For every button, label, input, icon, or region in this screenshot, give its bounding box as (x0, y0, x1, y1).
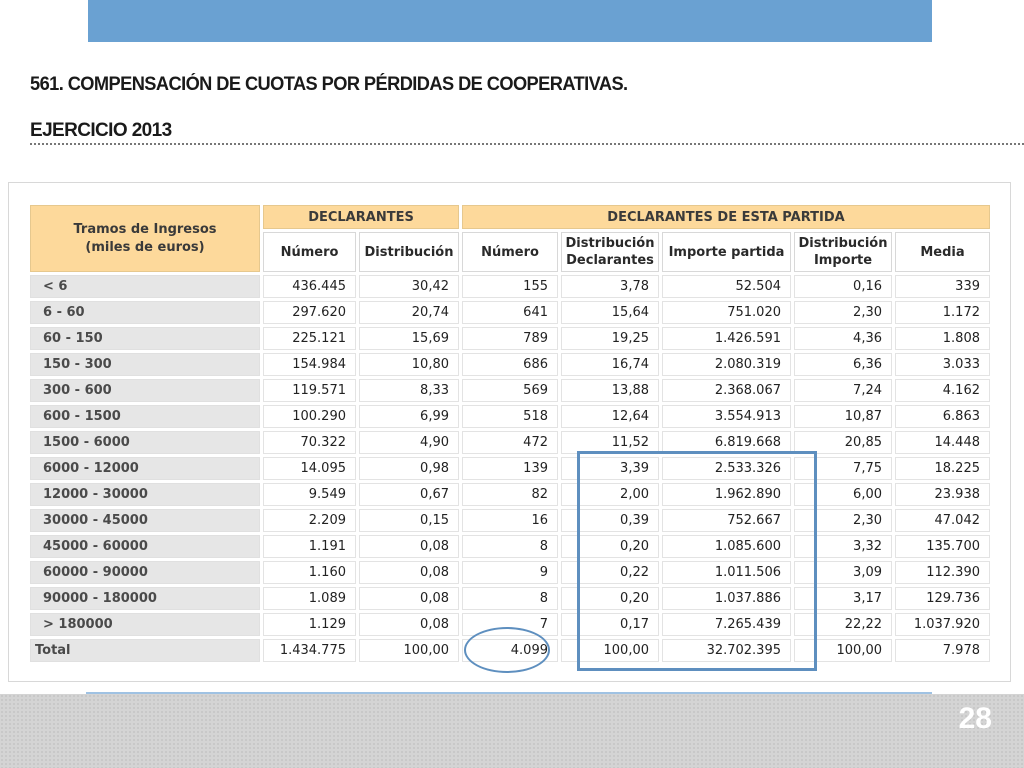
title-divider (30, 143, 1024, 145)
cell-dist-importe: 3,32 (794, 535, 892, 558)
cell-dist-declarantes: 100,00 (561, 639, 659, 662)
table-row (30, 327, 990, 350)
cell-tramo: 30000 - 45000 (30, 509, 260, 532)
cell-media: 6.863 (895, 405, 990, 428)
col-distribucion-declarantes (561, 232, 659, 272)
cell-dist-declarantes: 0,20 (561, 535, 659, 558)
cell-tramo: < 6 (30, 275, 260, 298)
cell-importe-partida: 752.667 (662, 509, 791, 532)
cell-importe-partida: 751.020 (662, 301, 791, 324)
cell-numero: 1.160 (263, 561, 356, 584)
cell-dist-declarantes: 15,64 (561, 301, 659, 324)
cell-importe-partida: 2.533.326 (662, 457, 791, 480)
cell-tramo: Total (30, 639, 260, 662)
col-dist-imp-line1: Distribución (798, 236, 888, 251)
footer-band (0, 694, 1024, 768)
cell-dist-declarantes: 12,64 (561, 405, 659, 428)
cell-distribucion: 30,42 (359, 275, 459, 298)
cell-numero: 1.434.775 (263, 639, 356, 662)
cell-numero: 1.089 (263, 587, 356, 610)
cell-tramo: 12000 - 30000 (30, 483, 260, 506)
table-row (30, 587, 990, 610)
cell-importe-partida: 1.962.890 (662, 483, 791, 506)
cell-dist-importe: 3,17 (794, 587, 892, 610)
header-declarantes-partida: DECLARANTES DE ESTA PARTIDA (462, 205, 990, 229)
cell-dist-importe: 0,16 (794, 275, 892, 298)
cell-numero: 297.620 (263, 301, 356, 324)
cell-importe-partida: 1.426.591 (662, 327, 791, 350)
col-numero-partida: Número (462, 232, 558, 272)
table-row (30, 457, 990, 480)
cell-importe-partida: 32.702.395 (662, 639, 791, 662)
table-row (30, 483, 990, 506)
cell-media: 47.042 (895, 509, 990, 532)
header-tramos-line1: Tramos de Ingresos (73, 221, 217, 237)
cell-dist-declarantes: 3,39 (561, 457, 659, 480)
cell-importe-partida: 2.368.067 (662, 379, 791, 402)
cell-media: 7.978 (895, 639, 990, 662)
cell-distribucion: 4,90 (359, 431, 459, 454)
header-tramos (30, 205, 260, 272)
cell-dist-declarantes: 2,00 (561, 483, 659, 506)
cell-dist-declarantes: 16,74 (561, 353, 659, 376)
table-row (30, 353, 990, 376)
cell-numero-partida: 8 (462, 587, 558, 610)
cell-distribucion: 20,74 (359, 301, 459, 324)
cell-media: 1.172 (895, 301, 990, 324)
cell-numero-partida: 7 (462, 613, 558, 636)
cell-importe-partida: 1.037.886 (662, 587, 791, 610)
cell-numero-partida: 518 (462, 405, 558, 428)
col-distribucion-importe (794, 232, 892, 272)
header-declarantes: DECLARANTES (263, 205, 459, 229)
cell-dist-declarantes: 3,78 (561, 275, 659, 298)
cell-dist-importe: 3,09 (794, 561, 892, 584)
col-dist-imp-line2: Importe (813, 253, 873, 268)
cell-media: 23.938 (895, 483, 990, 506)
table-row (30, 275, 990, 298)
cell-numero-partida: 641 (462, 301, 558, 324)
cell-numero: 14.095 (263, 457, 356, 480)
cell-dist-importe: 2,30 (794, 509, 892, 532)
col-numero: Número (263, 232, 356, 272)
cell-distribucion: 6,99 (359, 405, 459, 428)
cell-media: 18.225 (895, 457, 990, 480)
cell-dist-importe: 6,00 (794, 483, 892, 506)
data-table (27, 202, 993, 665)
cell-distribucion: 0,67 (359, 483, 459, 506)
col-importe-partida: Importe partida (662, 232, 791, 272)
cell-numero: 119.571 (263, 379, 356, 402)
cell-dist-declarantes: 0,39 (561, 509, 659, 532)
cell-tramo: 90000 - 180000 (30, 587, 260, 610)
cell-distribucion: 0,08 (359, 587, 459, 610)
cell-importe-partida: 1.011.506 (662, 561, 791, 584)
cell-numero: 100.290 (263, 405, 356, 428)
table-row (30, 535, 990, 558)
cell-distribucion: 0,15 (359, 509, 459, 532)
cell-numero-partida: 472 (462, 431, 558, 454)
cell-tramo: 6 - 60 (30, 301, 260, 324)
cell-distribucion: 15,69 (359, 327, 459, 350)
cell-dist-importe: 22,22 (794, 613, 892, 636)
table-body (30, 275, 990, 662)
col-distribucion: Distribución (359, 232, 459, 272)
table-row (30, 431, 990, 454)
cell-importe-partida: 7.265.439 (662, 613, 791, 636)
cell-distribucion: 0,08 (359, 535, 459, 558)
col-dist-decl-line1: Distribución (565, 236, 655, 251)
cell-numero-partida: 569 (462, 379, 558, 402)
cell-tramo: > 180000 (30, 613, 260, 636)
cell-dist-declarantes: 0,20 (561, 587, 659, 610)
cell-tramo: 600 - 1500 (30, 405, 260, 428)
cell-dist-importe: 4,36 (794, 327, 892, 350)
cell-importe-partida: 52.504 (662, 275, 791, 298)
cell-numero-partida: 4.099 (462, 639, 558, 662)
cell-dist-importe: 100,00 (794, 639, 892, 662)
cell-media: 14.448 (895, 431, 990, 454)
cell-media: 129.736 (895, 587, 990, 610)
cell-tramo: 60000 - 90000 (30, 561, 260, 584)
cell-numero-partida: 16 (462, 509, 558, 532)
cell-dist-importe: 7,24 (794, 379, 892, 402)
cell-numero-partida: 9 (462, 561, 558, 584)
cell-tramo: 60 - 150 (30, 327, 260, 350)
cell-media: 4.162 (895, 379, 990, 402)
cell-importe-partida: 1.085.600 (662, 535, 791, 558)
cell-importe-partida: 6.819.668 (662, 431, 791, 454)
cell-media: 1.037.920 (895, 613, 990, 636)
cell-tramo: 300 - 600 (30, 379, 260, 402)
cell-numero-partida: 139 (462, 457, 558, 480)
cell-distribucion: 100,00 (359, 639, 459, 662)
cell-numero-partida: 82 (462, 483, 558, 506)
header-tramos-line2: (miles de euros) (85, 239, 205, 255)
cell-distribucion: 0,08 (359, 561, 459, 584)
cell-distribucion: 10,80 (359, 353, 459, 376)
cell-importe-partida: 2.080.319 (662, 353, 791, 376)
cell-media: 112.390 (895, 561, 990, 584)
cell-dist-importe: 6,36 (794, 353, 892, 376)
slide-subtitle: EJERCICIO 2013 (30, 120, 172, 141)
col-dist-decl-line2: Declarantes (566, 253, 654, 268)
cell-distribucion: 0,08 (359, 613, 459, 636)
cell-media: 135.700 (895, 535, 990, 558)
cell-numero: 2.209 (263, 509, 356, 532)
col-media: Media (895, 232, 990, 272)
table-row (30, 301, 990, 324)
cell-dist-declarantes: 13,88 (561, 379, 659, 402)
cell-dist-declarantes: 0,22 (561, 561, 659, 584)
cell-dist-declarantes: 19,25 (561, 327, 659, 350)
cell-numero: 154.984 (263, 353, 356, 376)
cell-numero: 70.322 (263, 431, 356, 454)
highlight-rectangle (577, 451, 817, 671)
table-row (30, 379, 990, 402)
cell-dist-importe: 20,85 (794, 431, 892, 454)
cell-numero-partida: 686 (462, 353, 558, 376)
cell-numero: 1.191 (263, 535, 356, 558)
table-row (30, 509, 990, 532)
cell-media: 1.808 (895, 327, 990, 350)
cell-dist-declarantes: 11,52 (561, 431, 659, 454)
cell-dist-importe: 2,30 (794, 301, 892, 324)
cell-dist-importe: 10,87 (794, 405, 892, 428)
cell-tramo: 1500 - 6000 (30, 431, 260, 454)
cell-dist-importe: 7,75 (794, 457, 892, 480)
top-banner-bar (88, 0, 932, 42)
cell-numero-partida: 8 (462, 535, 558, 558)
highlight-ellipse (464, 627, 550, 673)
cell-numero-partida: 789 (462, 327, 558, 350)
cell-numero-partida: 155 (462, 275, 558, 298)
cell-importe-partida: 3.554.913 (662, 405, 791, 428)
cell-tramo: 150 - 300 (30, 353, 260, 376)
cell-numero: 9.549 (263, 483, 356, 506)
cell-dist-declarantes: 0,17 (561, 613, 659, 636)
slide-title: 561. COMPENSACIÓN DE CUOTAS POR PÉRDIDAS DE COOPERATIVAS. (30, 74, 628, 95)
cell-tramo: 6000 - 12000 (30, 457, 260, 480)
table-row (30, 405, 990, 428)
cell-distribucion: 8,33 (359, 379, 459, 402)
cell-numero: 1.129 (263, 613, 356, 636)
cell-numero: 225.121 (263, 327, 356, 350)
cell-distribucion: 0,98 (359, 457, 459, 480)
table-row (30, 561, 990, 584)
page-number: 28 (958, 702, 992, 735)
cell-media: 339 (895, 275, 990, 298)
cell-media: 3.033 (895, 353, 990, 376)
cell-numero: 436.445 (263, 275, 356, 298)
cell-tramo: 45000 - 60000 (30, 535, 260, 558)
